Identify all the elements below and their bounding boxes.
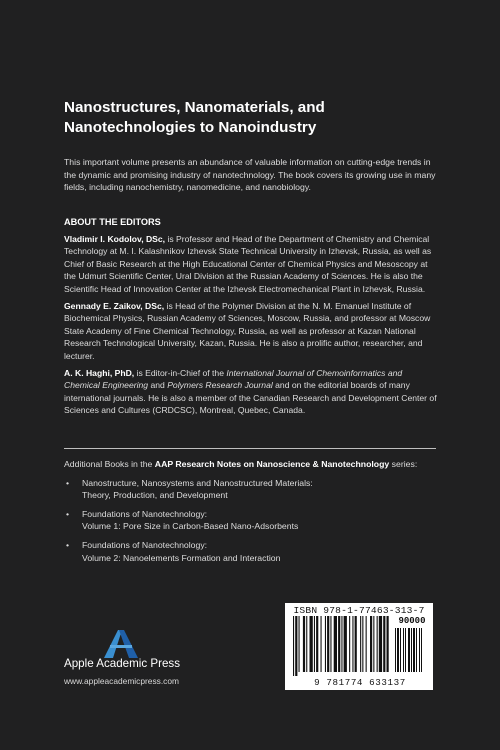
editor-bio-kodolov <box>64 233 438 296</box>
book-title <box>64 98 444 138</box>
barcode-bar <box>334 616 337 672</box>
book-subtitle-line: Volume 2: Nanoelements Formation and Interaction <box>82 552 281 563</box>
book-title-line-1: Nanostructures, Nanomaterials, and <box>64 99 325 116</box>
barcode-bar <box>397 628 399 672</box>
editor-bio-text: is Professor and Head of the Department of Chemistry and Chemical Technology at M. I. Kalashnikov Izhevsk State Technical University in Izhevsk, Russia, as well as Chief of Basic Research at the High Educational Center of Chemical Physics and Mesoscopy at the Udmurt Scientific Center, Ural Division at the Russian Academy of Sciences. He is also the Scientific Head of Innovation Center at the Izhevsk Electromechanical Plant in Izhevsk, Russia. <box>64 233 432 294</box>
barcode-bar <box>314 616 315 672</box>
barcode-bar <box>421 628 422 672</box>
price-code: 90000 <box>398 616 426 626</box>
isbn-number: ISBN 978-1-77463-313-7 <box>293 605 425 616</box>
bullet-icon: • <box>66 539 70 550</box>
series-suffix: series: <box>389 459 418 469</box>
editor-bio-text: is Head of the Polymer Division at the N. M. Emanuel Institute of Biochemical Physics, Russian Academy of Sciences, Moscow, Russia, and professor at Moscow State Academy of Fine Chemical Technology, Russia, as well as professor at Kazan National Research Technological University, Kazan, Russia. He is also a prolific author, researcher, and lecturer. <box>64 300 431 361</box>
editor-bio-text: and <box>148 380 168 391</box>
editors-heading: ABOUT THE EDITORS <box>64 217 161 227</box>
editor-bio-text: is Editor-in-Chief of the <box>134 367 227 378</box>
barcode-bar <box>344 616 347 672</box>
barcode-digits: 9 781774 633137 <box>314 677 406 688</box>
logo-right-shape <box>119 630 138 658</box>
logo-left-shape <box>104 630 122 658</box>
barcode-bar <box>383 616 385 672</box>
barcode-bar <box>370 616 372 672</box>
publisher-website: www.appleacademicpress.com <box>64 676 179 686</box>
barcode-bar <box>341 616 342 672</box>
barcode-bar <box>352 616 353 672</box>
apple-academic-press-logo-icon <box>100 628 140 658</box>
barcode-bar <box>411 628 412 672</box>
barcode-bar <box>293 616 294 676</box>
barcode-bar <box>310 616 313 672</box>
barcode-bar <box>377 616 378 672</box>
book-subtitle-line: Volume 1: Pore Size in Carbon-Based Nano-Adsorbents <box>82 521 299 532</box>
section-divider <box>64 448 436 449</box>
series-prefix: Additional Books in the <box>64 459 155 469</box>
barcode-bar <box>366 616 367 672</box>
editor-bio-zaikov <box>64 300 438 363</box>
isbn-barcode <box>285 603 433 690</box>
list-item <box>64 508 436 533</box>
about-the-editors <box>64 216 438 417</box>
book-title-line: Nanostructure, Nanosystems and Nanostructured Materials: <box>82 477 313 488</box>
editor-name: Gennady E. Zaikov, DSc, <box>64 300 165 311</box>
barcode-bar <box>387 616 389 672</box>
barcode-bar <box>416 628 417 672</box>
barcode-bar <box>373 616 374 672</box>
journal-title: International Journal of Chemoinformatics and Chemical Engineering <box>64 367 403 391</box>
publisher-name: Apple Academic Press <box>64 657 180 670</box>
barcode-bar <box>338 616 340 672</box>
series-intro <box>64 458 436 471</box>
book-title-line: Foundations of Nanotechnology: <box>82 508 208 519</box>
book-title-line-2: Nanotechnologies to Nanoindustry <box>64 119 317 136</box>
book-subtitle-line: Theory, Production, and Development <box>82 490 228 501</box>
barcode-bar <box>349 616 350 672</box>
barcode-bar <box>295 616 297 676</box>
editor-name: A. K. Haghi, PhD, <box>64 367 135 378</box>
barcode-bar <box>403 628 404 672</box>
barcode-bar <box>362 616 363 672</box>
editor-bio-text: and on the editorial boards of many international journals. He is also a member of the Canadian Research and Development Center of Sciences and Cultures (CRDCSC), Montreal, Quebec, Canada. <box>64 380 437 416</box>
barcode-bar <box>413 628 415 672</box>
editor-bio-haghi <box>64 367 438 417</box>
barcode-bar <box>316 616 318 672</box>
book-title-line: Foundations of Nanotechnology: <box>82 539 208 550</box>
bullet-icon: • <box>66 477 70 488</box>
list-item <box>64 539 436 564</box>
barcode-bar <box>400 628 401 672</box>
bullet-icon: • <box>66 508 70 519</box>
barcode-bar <box>303 616 305 672</box>
barcode-bar <box>379 616 382 672</box>
barcode-bar <box>325 616 326 672</box>
book-description: This important volume presents an abundance of valuable information on cutting-edge trends in the dynamic and promising industry of nanotechnology. The book covers its growing use in many fields, including nanochemistry, nanomedicine, and nanobiology. <box>64 157 436 193</box>
barcode-bar <box>355 616 357 672</box>
barcode-bar <box>306 616 307 672</box>
barcode-bar <box>330 616 331 672</box>
list-item <box>64 477 436 502</box>
journal-title: Polymers Research Journal <box>167 380 273 391</box>
barcode-bar <box>299 616 300 672</box>
editor-name: Vladimir I. Kodolov, DSc, <box>64 233 166 244</box>
series-section <box>64 458 436 570</box>
barcode-bar <box>360 616 361 672</box>
barcode-bar <box>419 628 420 672</box>
barcode-bar <box>408 628 410 672</box>
barcode-bar <box>405 628 406 672</box>
series-name: AAP Research Notes on Nanoscience & Nanotechnology <box>154 459 390 469</box>
series-book-list <box>64 477 436 565</box>
logo-crossbar <box>110 645 132 648</box>
barcode-bar <box>327 616 329 672</box>
barcode-bar <box>395 628 396 672</box>
barcode-bar <box>321 616 322 672</box>
